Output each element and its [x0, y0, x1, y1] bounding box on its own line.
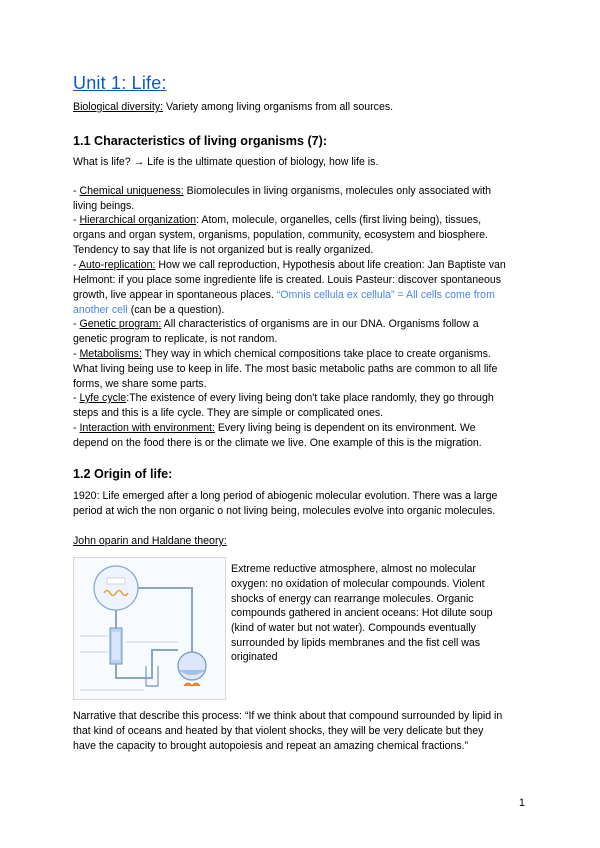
genetic-program-term: Genetic program: — [79, 318, 162, 330]
biodiversity-text: Variety among living organisms from all sources. — [163, 101, 394, 113]
narrative-line3: have the capacity to brought autopoiesis and repeat an amazing chemical fractions.” — [73, 740, 469, 752]
genetic-program-text: All characteristics of organisms are in our DNA. Organisms follow a — [161, 318, 479, 330]
omnis-cellula-quote: “Omnis cellula ex cellula” = All cells come from — [276, 289, 495, 301]
page-title: Unit 1: Life: — [73, 73, 167, 93]
chemical-uniqueness-text: Biomolecules in living organisms, molecules only associated with — [183, 185, 492, 197]
life-cycle-line2: steps and this is a life cycle. They are simple or complicated ones. — [73, 407, 384, 419]
interaction-environment-line2: depend on the food there is or the climate we live. One example of this is the migration. — [73, 437, 482, 449]
origin-paragraph-line2: period at wich the non organic o not living being, molecules evolve into organic molecules. — [73, 505, 496, 517]
hierarchical-organization-text: : Atom, molecule, organelles, cells (first living being), tissues, — [196, 214, 482, 226]
interaction-environment-text: Every living being is dependent on its environment. We — [214, 422, 476, 434]
auto-replication-line3 — [73, 288, 495, 303]
bullet-dash: - — [73, 422, 80, 434]
bullet-dash: - — [73, 348, 80, 360]
auto-replication-line3-text: growth, live appear in spontaneous places. — [73, 289, 277, 301]
bullet-dash: - — [73, 185, 80, 197]
origin-paragraph-line1: 1920: Life emerged after a long period of abiogenic molecular evolution. There was a large — [73, 490, 498, 502]
auto-replication-line2: Helmont: if you place some ingrediente life is created. Louis Pasteur: discover spontaneous — [73, 274, 502, 286]
figure-caption-line7: originated — [231, 651, 278, 663]
metabolisms-term: Metabolisms: — [79, 348, 142, 360]
section-heading-characteristics: 1.1 Characteristics of living organisms (7): — [73, 134, 328, 148]
life-cycle-term: Lyfe cycle — [79, 392, 127, 404]
life-cycle-item — [73, 391, 494, 406]
biodiversity-term: Biological diversity: — [73, 101, 164, 113]
metabolisms-text: They way in which chemical compositions take place to create organisms. — [141, 348, 491, 360]
figure-caption-line1: Extreme reductive atmosphere, almost no molecular — [231, 563, 476, 575]
chemical-uniqueness-term: Chemical uniqueness: — [79, 185, 184, 197]
figure-caption-line4: compounds gathered in ancient oceans: Hot dilute soup — [231, 607, 493, 619]
interaction-environment-term: Interaction with environment: — [79, 422, 215, 434]
figure-caption-line3: shocks of energy can rearrange molecules. Organic — [231, 593, 474, 605]
auto-replication-text: How we call reproduction, Hypothesis about life creation: Jan Baptiste van — [155, 259, 506, 271]
bullet-dash: - — [73, 214, 80, 226]
auto-replication-line4 — [73, 303, 224, 318]
omnis-cellula-quote-end: another cell — [73, 304, 128, 316]
bullet-dash: - — [73, 392, 80, 404]
bullet-dash: - — [73, 259, 79, 271]
apparatus-diagram — [74, 558, 225, 699]
section-heading-origin: 1.2 Origin of life: — [73, 467, 173, 481]
narrative-line1: Narrative that describe this process: “If we think about that compound surrounded by lipid in — [73, 710, 503, 722]
biodiversity-definition — [73, 100, 393, 115]
oparin-haldane-theory-heading: John oparin and Haldane theory: — [73, 535, 227, 547]
hierarchical-organization-item — [73, 213, 481, 228]
auto-replication-line4-text: (can be a question). — [127, 304, 225, 316]
hierarchical-organization-term: Hierarchical organization — [79, 214, 197, 226]
interaction-environment-item — [73, 421, 476, 436]
bullet-dash: - — [73, 318, 80, 330]
hierarchical-organization-line2: organs and organ system, organisms, population, community, ecosystem and biosphere. — [73, 229, 488, 241]
metabolisms-line3: forms, we share some parts. — [73, 378, 207, 390]
auto-replication-item — [73, 258, 506, 273]
genetic-program-item — [73, 317, 479, 332]
life-cycle-text: :The existence of every living being don't take place randomly, they go through — [126, 392, 494, 404]
metabolisms-item — [73, 347, 491, 362]
chemical-uniqueness-line2: living beings. — [73, 200, 135, 212]
intro-line: What is life? → Life is the ultimate question of biology, how life is. — [73, 156, 379, 168]
figure-caption-line2: oxygen: no oxidation of molecular compounds. Violent — [231, 578, 485, 590]
narrative-line2: that kind of oceans and heated by that violent shocks, they will be very delicate but they — [73, 725, 484, 737]
hierarchical-organization-line3: Tendency to say that life is not organized but is really organized. — [73, 244, 374, 256]
figure-caption-line6: surrounded by lipids membranes and the fist cell was — [231, 637, 481, 649]
figure-caption-line5: (kind of water but not water). Compounds eventually — [231, 622, 476, 634]
metabolisms-line2: What living being use to keep in life. The most basic metabolic paths are common to all life — [73, 363, 498, 375]
genetic-program-line2: genetic program to replicate, is not random. — [73, 333, 278, 345]
auto-replication-term: Auto-replication: — [78, 259, 156, 271]
miller-urey-apparatus-figure — [73, 557, 226, 700]
chemical-uniqueness-item — [73, 184, 491, 199]
page-number: 1 — [519, 797, 525, 809]
